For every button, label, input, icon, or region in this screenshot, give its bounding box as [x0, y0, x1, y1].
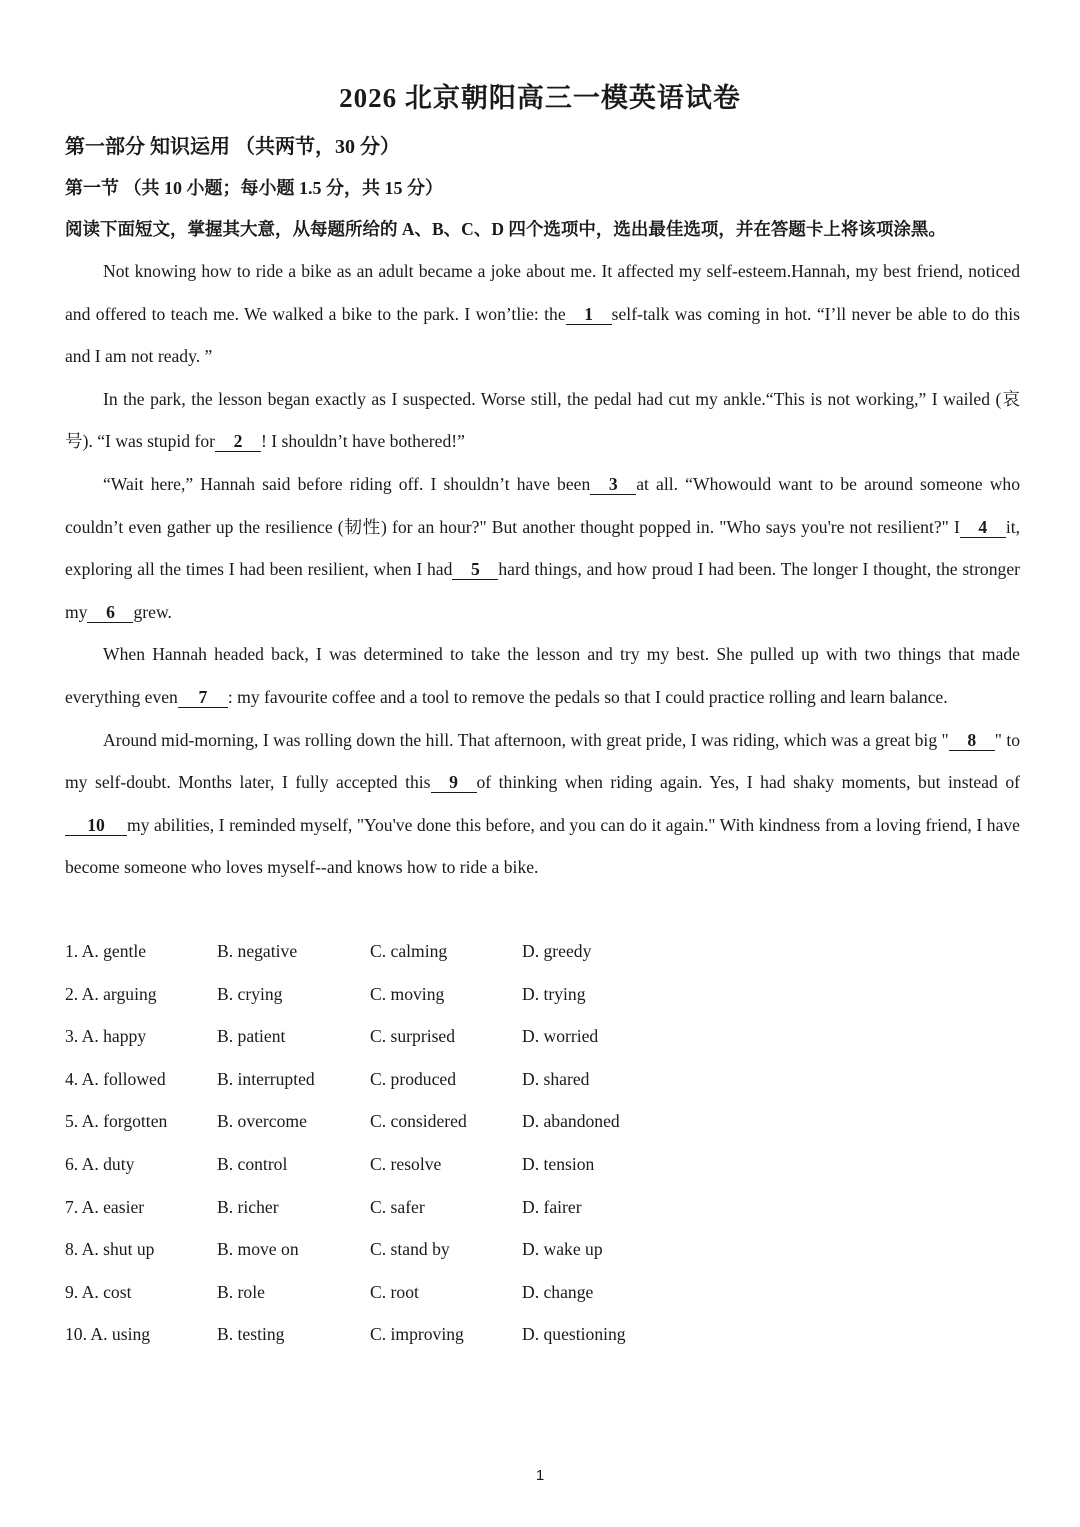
- blank-6: 6: [87, 602, 133, 623]
- option-a: 9. A. cost: [65, 1281, 132, 1302]
- paragraph-text: ! I shouldn’t have bothered!”: [261, 431, 465, 452]
- section-heading: 第一节 （共 10 小题；每小题 1.5 分，共 15 分）: [65, 178, 443, 198]
- option-row-3: [65, 1015, 685, 1058]
- paragraph-text: In the park, the lesson began exactly as I suspected. Worse still, the pedal had cut my ankle.“This is not working,” I wailed (哀号). “I was stupid for: [65, 388, 1020, 452]
- option-c: C. safer: [370, 1196, 425, 1217]
- paragraph-text: of thinking when riding again. Yes, I had shaky moments, but instead of: [476, 772, 1021, 793]
- page-title: 2026 北京朝阳高三一模英语试卷: [339, 83, 741, 113]
- option-c: C. surprised: [370, 1026, 456, 1047]
- option-d: D. shared: [522, 1068, 590, 1089]
- option-d: D. abandoned: [522, 1111, 620, 1132]
- option-a: 2. A. arguing: [65, 983, 157, 1004]
- option-a: 8. A. shut up: [65, 1239, 155, 1260]
- option-a: 5. A. forgotten: [65, 1111, 168, 1132]
- paragraph-text: " to my self-doubt. Months later, I fully accepted this: [65, 729, 1021, 793]
- option-b: B. crying: [217, 983, 283, 1004]
- option-row-6: [65, 1143, 685, 1186]
- option-c: C. produced: [370, 1068, 456, 1089]
- option-b: B. overcome: [217, 1111, 307, 1132]
- paragraph-text: my abilities, I reminded myself, "You've done this before, and you can do it again." With kindness from a loving friend, I have become someone who loves myself--and knows how to ride a bike.: [65, 814, 1020, 878]
- option-c: C. stand by: [370, 1239, 450, 1260]
- paragraph-text: : my favourite coffee and a tool to remove the pedals so that I could practice rolling and learn balance.: [227, 686, 948, 707]
- option-c: C. considered: [370, 1111, 467, 1132]
- option-c: C. root: [370, 1281, 419, 1302]
- option-d: D. tension: [522, 1153, 595, 1174]
- blank-3: 3: [590, 474, 636, 495]
- paragraph-text: Not knowing how to ride a bike as an adult became a joke about me. It affected my self-esteem.Hannah, my best friend, noticed and offered to teach me. We walked a bike to the park. I won’tlie: the: [65, 261, 1020, 324]
- option-row-5: [65, 1100, 685, 1143]
- option-b: B. testing: [217, 1324, 285, 1345]
- option-b: B. move on: [217, 1239, 299, 1260]
- option-d: D. fairer: [522, 1196, 582, 1217]
- option-row-10: [65, 1313, 685, 1356]
- option-d: D. worried: [522, 1026, 599, 1047]
- page-number: 1: [535, 1467, 545, 1484]
- paragraph-4: [65, 633, 1020, 718]
- option-c: C. moving: [370, 983, 445, 1004]
- instruction-text: 阅读下面短文，掌握其大意，从每题所给的 A、B、C、D 四个选项中，选出最佳选项，并在答题卡上将该项涂黑。: [65, 219, 946, 239]
- paragraph-text: it, exploring all the times I had been resilient, when I had: [65, 516, 1020, 580]
- option-d: D. wake up: [522, 1239, 603, 1260]
- paragraph-text: Around mid-morning, I was rolling down the hill. That afternoon, with great pride, I was riding, which was a great big ": [103, 729, 949, 750]
- blank-2: 2: [215, 431, 261, 452]
- option-row-2: [65, 973, 685, 1016]
- option-b: B. richer: [217, 1196, 279, 1217]
- option-c: C. improving: [370, 1324, 464, 1345]
- blank-7: 7: [178, 687, 228, 708]
- paragraph-text: self-talk was coming in hot. “I’ll never be able to do this and I am not ready. ”: [65, 303, 1020, 367]
- option-row-9: [65, 1271, 685, 1314]
- option-c: C. resolve: [370, 1153, 442, 1174]
- blank-4: 4: [960, 517, 1006, 538]
- option-d: D. change: [522, 1281, 594, 1302]
- paragraph-text: grew.: [133, 601, 172, 622]
- blank-1: 1: [566, 304, 612, 325]
- reading-passage: [65, 250, 1020, 889]
- option-b: B. interrupted: [217, 1068, 315, 1089]
- option-row-4: [65, 1058, 685, 1101]
- blank-10: 10: [65, 815, 127, 836]
- blank-8: 8: [949, 730, 995, 751]
- paragraph-3: [65, 463, 1020, 633]
- option-d: D. questioning: [522, 1324, 626, 1345]
- option-b: B. role: [217, 1281, 265, 1302]
- option-a: 6. A. duty: [65, 1153, 135, 1174]
- part-heading: 第一部分 知识运用 （共两节，30 分）: [65, 136, 400, 158]
- option-b: B. patient: [217, 1026, 286, 1047]
- option-a: 10. A. using: [65, 1324, 151, 1345]
- paragraph-1: [65, 250, 1020, 378]
- option-a: 3. A. happy: [65, 1026, 147, 1047]
- blank-9: 9: [431, 772, 477, 793]
- option-c: C. calming: [370, 941, 448, 961]
- option-a: 1. A. gentle: [65, 941, 147, 961]
- option-a: 4. A. followed: [65, 1068, 166, 1089]
- paragraph-text: hard things, and how proud I had been. The longer I thought, the stronger my: [65, 559, 1020, 622]
- paragraph-text: “Wait here,” Hannah said before riding off. I shouldn’t have been: [103, 473, 591, 494]
- option-row-8: [65, 1228, 685, 1271]
- blank-5: 5: [452, 559, 498, 580]
- option-row-7: [65, 1186, 685, 1229]
- paragraph-text: When Hannah headed back, I was determined to take the lesson and try my best. She pulled up with two things that made everything even: [65, 644, 1020, 707]
- paragraph-5: [65, 719, 1020, 889]
- paragraph-2: [65, 378, 1020, 463]
- option-row-1: [65, 930, 685, 973]
- paragraph-text: at all. “Whowould want to be around someone who couldn’t even gather up the resilience (韧性) for an hour?" But another thought popped in. "Who says you're not resilient?" I: [65, 473, 1021, 537]
- option-d: D. trying: [522, 983, 586, 1004]
- option-b: B. control: [217, 1153, 288, 1174]
- option-d: D. greedy: [522, 941, 592, 961]
- option-a: 7. A. easier: [65, 1196, 145, 1217]
- answer-options: [65, 930, 685, 1356]
- option-b: B. negative: [217, 941, 298, 961]
